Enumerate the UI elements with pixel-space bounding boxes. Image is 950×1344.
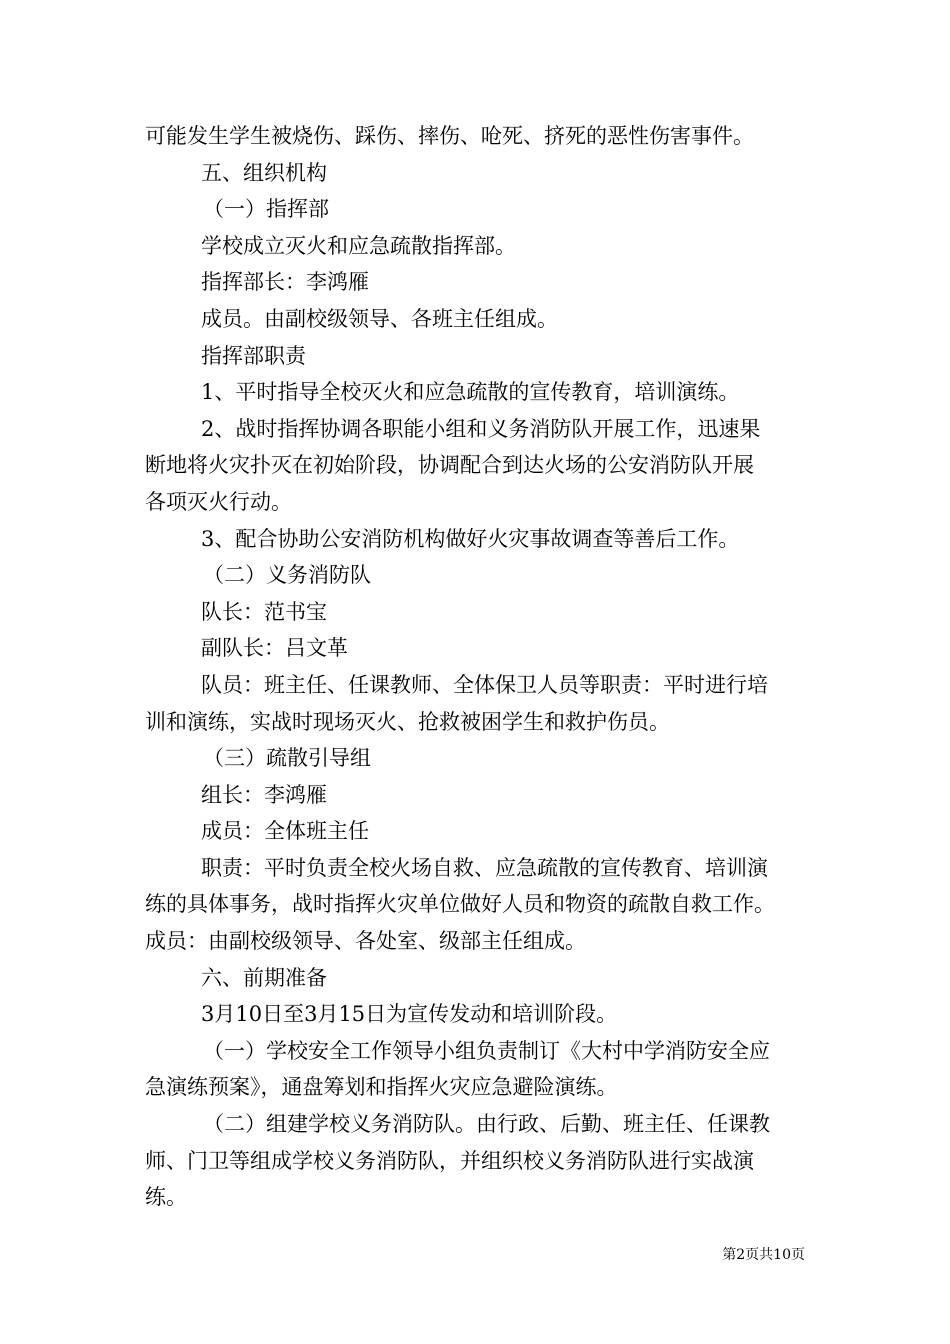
subsection-heading: （二）义务消防队 [203, 563, 371, 588]
body-line: 指挥部长：李鸿雁 [201, 270, 369, 295]
body-line: 成员：由副校级领导、各处室、级部主任组成。 [145, 929, 586, 954]
subsection-heading: （三）疏散引导组 [203, 746, 371, 771]
body-line: 成员。由副校级领导、各班主任组成。 [201, 306, 558, 331]
body-line: 急演练预案》，通盘筹划和指挥火灾应急避险演练。 [145, 1075, 618, 1100]
body-line: 1、平时指导全校灭火和应急疏散的宣传教育，培训演练。 [201, 380, 740, 405]
page-number: 第2页共10页 [722, 1247, 805, 1263]
body-line: 副队长：吕文革 [201, 636, 348, 661]
body-line: 队员：班主任、任课教师、全体保卫人员等职责：平时进行培 [201, 672, 768, 697]
body-line: 职责：平时负责全校火场自救、应急疏散的宣传教育、培训演 [201, 855, 768, 880]
body-line: （一）学校安全工作领导小组负责制订《大村中学消防安全应 [203, 1038, 770, 1063]
body-line: 3、配合协助公安消防机构做好火灾事故调查等善后工作。 [201, 526, 740, 551]
body-line: 可能发生学生被烧伤、踩伤、摔伤、呛死、挤死的恶性伤害事件。 [145, 124, 754, 148]
body-line: 指挥部职责 [201, 343, 306, 368]
subsection-heading: （一）指挥部 [203, 197, 329, 222]
body-line: 练。 [145, 1185, 187, 1210]
section-heading: 六、前期准备 [201, 965, 327, 990]
body-line: 组长：李鸿雁 [201, 782, 327, 807]
body-line: 练的具体事务，战时指挥火灾单位做好人员和物资的疏散自救工作。 [145, 892, 775, 917]
body-line: 队长：范书宝 [201, 599, 327, 624]
section-heading: 五、组织机构 [201, 160, 327, 185]
body-line: 训和演练，实战时现场灭火、抢救被困学生和救护伤员。 [145, 709, 670, 734]
body-line: （二）组建学校义务消防队。由行政、后勤、班主任、任课教 [203, 1112, 770, 1137]
body-line: 师、门卫等组成学校义务消防队，并组织校义务消防队进行实战演 [145, 1148, 754, 1173]
body-line: 2、战时指挥协调各职能小组和义务消防队开展工作，迅速果 [201, 416, 761, 441]
document-body [145, 118, 815, 1216]
body-line: 断地将火灾扑灭在初始阶段，协调配合到达火场的公安消防队开展 [145, 453, 754, 478]
body-line: 成员：全体班主任 [201, 819, 369, 844]
body-line: 各项灭火行动。 [145, 489, 292, 514]
body-line: 3月10日至3月15日为宣传发动和培训阶段。 [201, 1002, 618, 1027]
body-line: 学校成立灭火和应急疏散指挥部。 [201, 233, 516, 258]
